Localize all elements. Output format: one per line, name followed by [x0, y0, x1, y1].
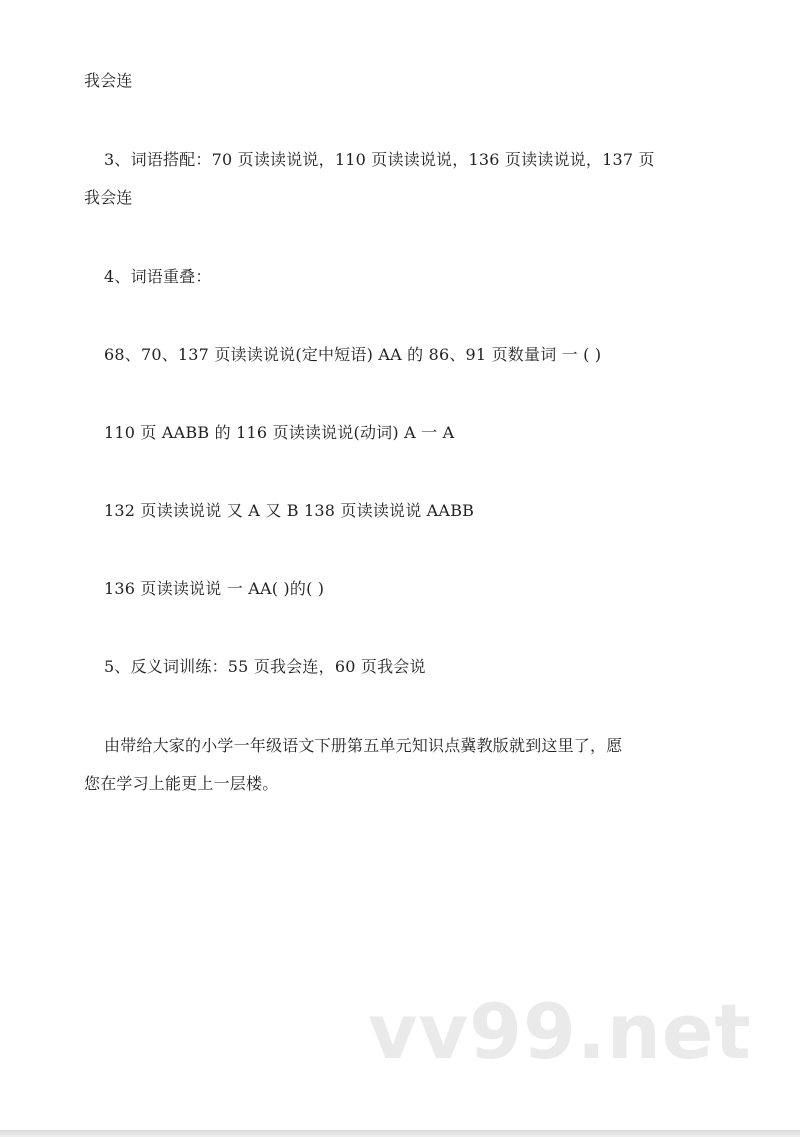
text-line-1: 我会连	[84, 71, 133, 90]
text-line-8: 136 页读读说说 一 AA( )的( )	[104, 579, 325, 598]
watermark: vv99.net	[368, 987, 752, 1076]
text-line-3: 我会连	[84, 188, 133, 207]
text-line-10: 由带给大家的小学一年级语文下册第五单元知识点冀教版就到这里了，愿	[104, 736, 623, 755]
text-line-4: 4、词语重叠：	[104, 267, 212, 286]
text-line-2: 3、词语搭配：70 页读读说说，110 页读读说说，136 页读读说说，137 页	[104, 150, 655, 169]
text-line-5: 68、70、137 页读读说说(定中短语) AA 的 86、91 页数量词 一 ( )	[104, 345, 602, 364]
text-line-7: 132 页读读说说 又 A 又 B 138 页读读说说 AABB	[104, 501, 475, 520]
text-line-11: 您在学习上能更上一层楼。	[84, 774, 279, 793]
text-line-6: 110 页 AABB 的 116 页读读说说(动词) A 一 A	[104, 423, 455, 442]
text-line-9: 5、反义词训练：55 页我会连，60 页我会说	[104, 657, 426, 676]
page-edge	[0, 1130, 800, 1137]
